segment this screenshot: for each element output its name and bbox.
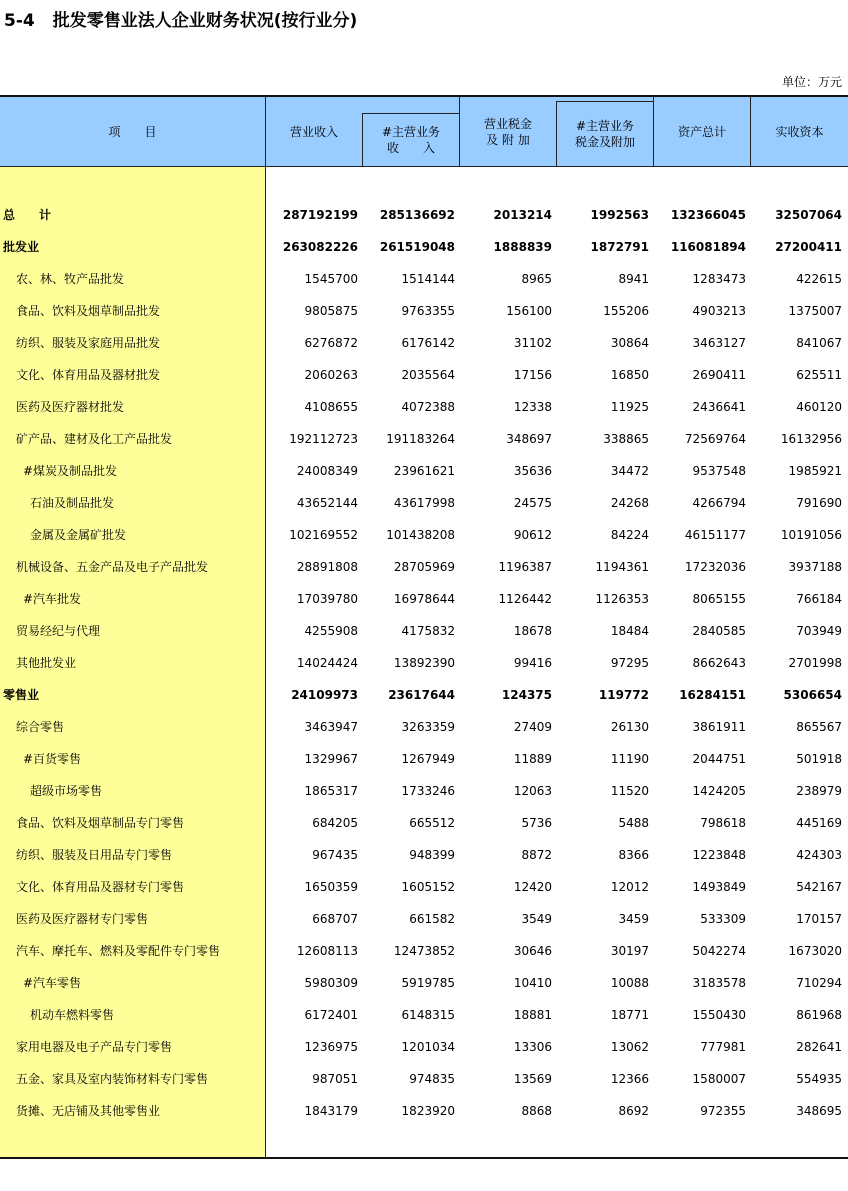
header-divider: [556, 101, 557, 166]
row-label: 机动车燃料零售: [30, 1008, 115, 1022]
cell-value: 16284151: [679, 688, 746, 702]
cell-value: 13892390: [393, 656, 455, 670]
cell-value: 132366045: [670, 208, 746, 222]
cell-value: 18678: [513, 624, 552, 638]
cell-value: 4175832: [401, 624, 455, 638]
table-row: [0, 615, 848, 647]
cell-value: 12608113: [296, 944, 358, 958]
cell-value: 11925: [610, 400, 649, 414]
row-label: 石油及制品批发: [30, 496, 115, 510]
cell-value: 348695: [796, 1104, 842, 1118]
row-label: #煤炭及制品批发: [23, 464, 118, 478]
cell-value: 974835: [409, 1072, 455, 1086]
cell-value: 1888839: [493, 240, 552, 254]
cell-value: 710294: [796, 976, 842, 990]
header-capital-label: 实收资本: [775, 124, 824, 139]
cell-value: 1201034: [401, 1040, 455, 1054]
header-divider: [265, 97, 266, 166]
cell-value: 17039780: [296, 592, 358, 606]
table-row: [0, 519, 848, 551]
cell-value: 1992563: [590, 208, 649, 222]
cell-value: 170157: [796, 912, 842, 926]
cell-value: 1236975: [304, 1040, 358, 1054]
cell-value: 3263359: [401, 720, 455, 734]
cell-value: 43652144: [296, 496, 358, 510]
table-row: [0, 231, 848, 263]
cell-value: 8065155: [692, 592, 746, 606]
cell-value: 1650359: [304, 880, 358, 894]
cell-value: 192112723: [289, 432, 358, 446]
table-row: [0, 967, 848, 999]
cell-value: 30197: [610, 944, 649, 958]
cell-value: 18771: [610, 1008, 649, 1022]
cell-value: 18881: [513, 1008, 552, 1022]
cell-value: 31102: [513, 336, 552, 350]
cell-value: 1329967: [304, 752, 358, 766]
cell-value: 10191056: [780, 528, 842, 542]
cell-value: 2044751: [692, 752, 746, 766]
cell-value: 26130: [610, 720, 649, 734]
header-subdivider: [556, 101, 653, 102]
cell-value: 23961621: [393, 464, 455, 478]
cell-value: 1985921: [788, 464, 842, 478]
cell-value: 777981: [700, 1040, 746, 1054]
table-row: [0, 743, 848, 775]
header-assets: [654, 97, 750, 166]
row-label: 农、林、牧产品批发: [16, 272, 125, 286]
header-revenue: [266, 97, 362, 166]
cell-value: 102169552: [289, 528, 358, 542]
cell-value: 24575: [513, 496, 552, 510]
cell-value: 16850: [610, 368, 649, 382]
cell-value: 9537548: [692, 464, 746, 478]
cell-value: 156100: [506, 304, 552, 318]
cell-value: 8662643: [692, 656, 746, 670]
cell-value: 263082226: [282, 240, 358, 254]
table-row: [0, 999, 848, 1031]
cell-value: 9763355: [401, 304, 455, 318]
cell-value: 261519048: [379, 240, 455, 254]
cell-value: 1196387: [498, 560, 552, 574]
row-label: 纺织、服装及家庭用品批发: [16, 336, 161, 350]
cell-value: 684205: [312, 816, 358, 830]
row-label: 文化、体育用品及器材专门零售: [16, 880, 185, 894]
table-row: [0, 647, 848, 679]
row-label: 零售业: [3, 688, 40, 702]
cell-value: 1823920: [401, 1104, 455, 1118]
table-row: [0, 1063, 848, 1095]
cell-value: 8872: [521, 848, 552, 862]
cell-value: 1673020: [788, 944, 842, 958]
cell-value: 11190: [610, 752, 649, 766]
cell-value: 987051: [312, 1072, 358, 1086]
cell-value: 1545700: [304, 272, 358, 286]
cell-value: 12012: [610, 880, 649, 894]
row-label: #汽车零售: [23, 976, 82, 990]
cell-value: 13306: [513, 1040, 552, 1054]
header-main-tax-label: #主营业务 税金及附加: [574, 118, 635, 149]
row-label: 金属及金属矿批发: [30, 528, 127, 542]
cell-value: 1865317: [304, 784, 358, 798]
cell-value: 967435: [312, 848, 358, 862]
cell-value: 1424205: [692, 784, 746, 798]
header-main-revenue: [363, 113, 459, 166]
cell-value: 1126353: [595, 592, 649, 606]
cell-value: 8366: [618, 848, 649, 862]
cell-value: 28891808: [296, 560, 358, 574]
cell-value: 2840585: [692, 624, 746, 638]
cell-value: 99416: [513, 656, 552, 670]
cell-value: 35636: [513, 464, 552, 478]
cell-value: 1872791: [590, 240, 649, 254]
cell-value: 34472: [610, 464, 649, 478]
cell-value: 1493849: [692, 880, 746, 894]
table-row: [0, 679, 848, 711]
cell-value: 703949: [796, 624, 842, 638]
cell-value: 2060263: [304, 368, 358, 382]
cell-value: 124375: [501, 688, 552, 702]
cell-value: 6276872: [304, 336, 358, 350]
cell-value: 12420: [513, 880, 552, 894]
cell-value: 338865: [603, 432, 649, 446]
cell-value: 348697: [506, 432, 552, 446]
row-label: 总 计: [3, 208, 52, 222]
cell-value: 17156: [513, 368, 552, 382]
cell-value: 5042274: [692, 944, 746, 958]
cell-value: 4072388: [401, 400, 455, 414]
cell-value: 13062: [610, 1040, 649, 1054]
header-assets-label: 资产总计: [677, 124, 726, 139]
row-label: 纺织、服装及日用品专门零售: [16, 848, 173, 862]
cell-value: 1126442: [498, 592, 552, 606]
row-label: 批发业: [3, 240, 40, 254]
table-row: [0, 807, 848, 839]
cell-value: 119772: [598, 688, 649, 702]
cell-value: 282641: [796, 1040, 842, 1054]
row-label: 汽车、摩托车、燃料及零配件专门零售: [16, 944, 221, 958]
cell-value: 155206: [603, 304, 649, 318]
cell-value: 841067: [796, 336, 842, 350]
cell-value: 1514144: [401, 272, 455, 286]
cell-value: 8941: [618, 272, 649, 286]
cell-value: 13569: [513, 1072, 552, 1086]
header-tax-label: 营业税金 及 附 加: [483, 116, 532, 147]
table-row: [0, 1031, 848, 1063]
cell-value: 18484: [610, 624, 649, 638]
cell-value: 542167: [796, 880, 842, 894]
cell-value: 3459: [618, 912, 649, 926]
row-label: 文化、体育用品及器材批发: [16, 368, 161, 382]
cell-value: 12366: [610, 1072, 649, 1086]
table-row: [0, 903, 848, 935]
table-row: [0, 199, 848, 231]
table-row: [0, 935, 848, 967]
cell-value: 5306654: [783, 688, 842, 702]
header-revenue-label: 营业收入: [289, 124, 338, 139]
cell-value: 460120: [796, 400, 842, 414]
cell-value: 23617644: [388, 688, 455, 702]
table-row: [0, 359, 848, 391]
cell-value: 1267949: [401, 752, 455, 766]
cell-value: 32507064: [775, 208, 842, 222]
row-label: 医药及医疗器材专门零售: [16, 912, 149, 926]
header-divider: [653, 97, 654, 166]
cell-value: 6176142: [401, 336, 455, 350]
cell-value: 28705969: [393, 560, 455, 574]
cell-value: 6148315: [401, 1008, 455, 1022]
cell-value: 16978644: [393, 592, 455, 606]
cell-value: 11889: [513, 752, 552, 766]
cell-value: 3463947: [304, 720, 358, 734]
cell-value: 2013214: [493, 208, 552, 222]
cell-value: 5980309: [304, 976, 358, 990]
cell-value: 791690: [796, 496, 842, 510]
cell-value: 1283473: [692, 272, 746, 286]
cell-value: 665512: [409, 816, 455, 830]
cell-value: 12473852: [393, 944, 455, 958]
table-row: [0, 487, 848, 519]
cell-value: 3937188: [788, 560, 842, 574]
cell-value: 27200411: [775, 240, 842, 254]
cell-value: 287192199: [282, 208, 358, 222]
row-label: 贸易经纪与代理: [16, 624, 101, 638]
table-row: [0, 263, 848, 295]
cell-value: 101438208: [386, 528, 455, 542]
cell-value: 116081894: [670, 240, 746, 254]
cell-value: 4903213: [692, 304, 746, 318]
row-label: 食品、饮料及烟草制品批发: [16, 304, 161, 318]
table-row: [0, 1095, 848, 1127]
table-row: [0, 583, 848, 615]
cell-value: 17232036: [684, 560, 746, 574]
cell-value: 285136692: [379, 208, 455, 222]
cell-value: 3861911: [692, 720, 746, 734]
row-label: 五金、家具及室内装饰材料专门零售: [16, 1072, 209, 1086]
cell-value: 4108655: [304, 400, 358, 414]
cell-value: 8868: [521, 1104, 552, 1118]
table-row: [0, 295, 848, 327]
table-row: [0, 455, 848, 487]
cell-value: 972355: [700, 1104, 746, 1118]
header-main-tax: [557, 101, 653, 166]
cell-value: 46151177: [684, 528, 746, 542]
cell-value: 3549: [521, 912, 552, 926]
cell-value: 1375007: [788, 304, 842, 318]
cell-value: 10088: [610, 976, 649, 990]
table-title: 批发零售业法人企业财务状况(按行业分): [52, 11, 358, 31]
row-label: 货摊、无店铺及其他零售业: [16, 1104, 161, 1118]
cell-value: 14024424: [296, 656, 358, 670]
header-divider: [750, 97, 751, 166]
cell-value: 533309: [700, 912, 746, 926]
cell-value: 5919785: [401, 976, 455, 990]
page-title: [4, 6, 357, 31]
cell-value: 6172401: [304, 1008, 358, 1022]
row-label: #汽车批发: [23, 592, 82, 606]
table-row: [0, 391, 848, 423]
cell-value: 5736: [521, 816, 552, 830]
row-label: 医药及医疗器材批发: [16, 400, 125, 414]
cell-value: 238979: [796, 784, 842, 798]
cell-value: 10410: [513, 976, 552, 990]
cell-value: 1194361: [595, 560, 649, 574]
cell-value: 2690411: [692, 368, 746, 382]
cell-value: 30864: [610, 336, 649, 350]
table-row: [0, 871, 848, 903]
cell-value: 422615: [796, 272, 842, 286]
unit-label: 单位：万元: [781, 75, 842, 89]
cell-value: 4266794: [692, 496, 746, 510]
header-capital: [751, 97, 848, 166]
cell-value: 27409: [513, 720, 552, 734]
cell-value: 668707: [312, 912, 358, 926]
header-main-revenue-label: #主营业务 收 入: [381, 124, 441, 155]
header-tax: [460, 97, 556, 166]
cell-value: 84224: [610, 528, 649, 542]
cell-value: 24008349: [296, 464, 358, 478]
table-bottom-border: [0, 1157, 848, 1159]
row-label: 综合零售: [16, 720, 65, 734]
cell-value: 43617998: [393, 496, 455, 510]
cell-value: 11520: [610, 784, 649, 798]
cell-value: 16132956: [780, 432, 842, 446]
cell-value: 2701998: [788, 656, 842, 670]
cell-value: 30646: [513, 944, 552, 958]
row-label: 机械设备、五金产品及电子产品批发: [16, 560, 209, 574]
table-number: 5-4: [4, 11, 35, 31]
cell-value: 766184: [796, 592, 842, 606]
cell-value: 424303: [796, 848, 842, 862]
cell-value: 12063: [513, 784, 552, 798]
cell-value: 661582: [409, 912, 455, 926]
cell-value: 8965: [521, 272, 552, 286]
cell-value: 12338: [513, 400, 552, 414]
cell-value: 861968: [796, 1008, 842, 1022]
cell-value: 191183264: [386, 432, 455, 446]
header-subdivider: [362, 113, 459, 114]
cell-value: 625511: [796, 368, 842, 382]
cell-value: 1605152: [401, 880, 455, 894]
row-label: 家用电器及电子产品专门零售: [16, 1040, 173, 1054]
cell-value: 2436641: [692, 400, 746, 414]
cell-value: 1733246: [401, 784, 455, 798]
cell-value: 5488: [618, 816, 649, 830]
cell-value: 798618: [700, 816, 746, 830]
table-row: [0, 711, 848, 743]
cell-value: 8692: [618, 1104, 649, 1118]
cell-value: 501918: [796, 752, 842, 766]
header-item: [0, 97, 265, 166]
cell-value: 1223848: [692, 848, 746, 862]
table-header: [0, 97, 848, 166]
cell-value: 3183578: [692, 976, 746, 990]
cell-value: 4255908: [304, 624, 358, 638]
cell-value: 3463127: [692, 336, 746, 350]
header-divider: [459, 97, 460, 166]
table-row: [0, 551, 848, 583]
cell-value: 865567: [796, 720, 842, 734]
header-item-label: 项 目: [108, 124, 157, 139]
header-bottom-border: [0, 166, 848, 167]
cell-value: 24268: [610, 496, 649, 510]
cell-value: 24109973: [291, 688, 358, 702]
cell-value: 1550430: [692, 1008, 746, 1022]
cell-value: 554935: [796, 1072, 842, 1086]
cell-value: 90612: [513, 528, 552, 542]
row-label: 食品、饮料及烟草制品专门零售: [16, 816, 185, 830]
table-row: [0, 327, 848, 359]
cell-value: 9805875: [304, 304, 358, 318]
cell-value: 445169: [796, 816, 842, 830]
header-divider: [362, 113, 363, 166]
cell-value: 948399: [409, 848, 455, 862]
cell-value: 1843179: [304, 1104, 358, 1118]
row-label: 超级市场零售: [30, 784, 103, 798]
row-label: #百货零售: [23, 752, 82, 766]
cell-value: 72569764: [684, 432, 746, 446]
table-row: [0, 775, 848, 807]
table-row: [0, 423, 848, 455]
cell-value: 97295: [610, 656, 649, 670]
cell-value: 2035564: [401, 368, 455, 382]
row-label: 矿产品、建材及化工产品批发: [16, 432, 173, 446]
cell-value: 1580007: [692, 1072, 746, 1086]
table-row: [0, 839, 848, 871]
row-label: 其他批发业: [16, 656, 77, 670]
